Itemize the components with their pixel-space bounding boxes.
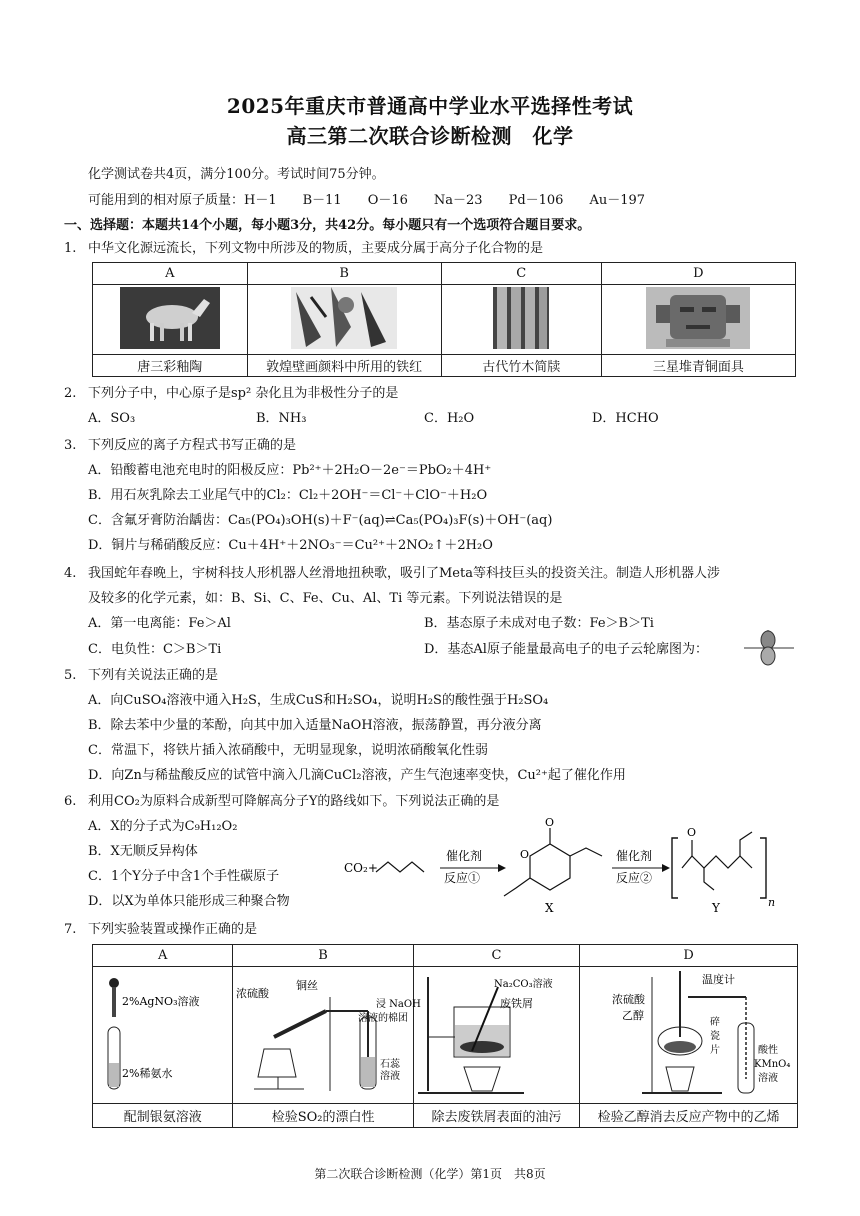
ethylene-test-apparatus <box>582 967 796 1099</box>
bronze-mask-image <box>646 287 750 349</box>
q7-header-c: C <box>413 945 579 967</box>
q3-option-b: B．用石灰乳除去工业尾气中的Cl₂：Cl₂＋2OH⁻＝Cl⁻＋ClO⁻＋H₂O <box>88 488 488 503</box>
silver-ammonia-apparatus <box>94 967 232 1099</box>
page-footer: 第二次联合诊断检测（化学）第1页 共8页 <box>314 1167 546 1181</box>
d-label-sui: 碎 <box>709 1017 720 1028</box>
q1-stem: 中华文化源远流长，下列文物中所涉及的物质，主要成分属于高分子化合物的是 <box>88 241 544 256</box>
b-label-cotton: 溶液的棉团 <box>358 1013 409 1024</box>
exam-title-line2: 高三第二次联合诊断检测 化学 <box>286 124 574 148</box>
b-label-h2so4: 浓硫酸 <box>236 987 270 1000</box>
q1-header-a: A <box>93 263 248 285</box>
q1-number: 1. <box>64 241 77 256</box>
q4-option-a: A．第一电离能：Fe＞Al <box>88 616 231 631</box>
intro-line2: 可能用到的相对原子质量：H－1 B－11 O－16 Na－23 Pd－106 Au－197 <box>88 193 646 208</box>
q6-stem: 利用CO₂为原料合成新型可降解高分子Y的路线如下。下列说法正确的是 <box>88 794 500 809</box>
q3-option-d: D．铜片与稀硝酸反应：Cu＋4H⁺＋2NO₃⁻＝Cu²⁺＋2NO₂↑＋2H₂O <box>88 538 493 553</box>
exam-title-line1: 2025年重庆市普通高中学业水平选择性考试 <box>226 94 634 118</box>
q6-option-a: A．X的分子式为C₉H₁₂O₂ <box>88 819 238 834</box>
lactone-ring-x <box>530 844 570 890</box>
q4-option-d: D．基态Al原子能量最高电子的电子云轮廓图为： <box>424 642 708 657</box>
degrease-apparatus <box>414 967 578 1099</box>
so2-bleach-apparatus <box>234 967 421 1099</box>
q1-header-d: D <box>601 263 795 285</box>
q1-image-c <box>441 285 601 355</box>
q3-option-c: C．含氟牙膏防治龋齿：Ca₅(PO₄)₃OH(s)＋F⁻(aq)⇌Ca₅(PO₄)₃F(s)＋OH⁻(aq) <box>88 513 553 528</box>
tang-horse-image <box>120 287 220 349</box>
x-carbonyl-o: O <box>545 816 555 829</box>
y-label: Y <box>712 901 720 915</box>
q1-caption-c: 古代竹木简牍 <box>441 355 601 377</box>
q7-header-d: D <box>580 945 798 967</box>
q7-options-table <box>92 944 798 1128</box>
q2-option-d: D．HCHO <box>592 411 659 426</box>
q3-stem: 下列反应的离子方程式书写正确的是 <box>88 438 297 453</box>
q1-caption-a: 唐三彩釉陶 <box>93 355 248 377</box>
q7-caption-a: 配制银氨溶液 <box>93 1104 233 1128</box>
catalyst-label-2: 催化剂 <box>616 849 653 863</box>
q3-option-a: A．铅酸蓄电池充电时的阳极反应：Pb²⁺＋2H₂O－2e⁻＝PbO₂＋4H⁺ <box>88 463 492 478</box>
q2-stem: 下列分子中，中心原子是sp² 杂化且为非极性分子的是 <box>88 386 399 401</box>
q1-options-table <box>92 262 796 377</box>
intro-line1: 化学测试卷共4页，满分100分。考试时间75分钟。 <box>88 167 385 182</box>
q7-number: 7. <box>64 922 77 937</box>
q6-option-b: B．X无顺反异构体 <box>88 844 198 859</box>
q7-apparatus-a <box>93 967 233 1104</box>
q2-option-b: B．NH₃ <box>256 411 307 426</box>
p-orbital-diagram <box>740 628 796 666</box>
c-label-scrap-iron: 废铁屑 <box>500 997 534 1010</box>
d-label-thermometer: 温度计 <box>701 973 735 986</box>
q3-number: 3. <box>64 438 77 453</box>
q4-option-b: B．基态原子未成对电子数：Fe＞B＞Ti <box>424 616 654 631</box>
q6-option-d: D．以X为单体只能形成三种聚合物 <box>88 894 290 909</box>
q7-header-a: A <box>93 945 233 967</box>
c-label-na2co3: Na₂CO₃溶液 <box>494 979 554 990</box>
q5-option-d: D．向Zn与稀盐酸反应的试管中滴入几滴CuCl₂溶液，产生气泡速率变快，Cu²⁺起了催化作用 <box>88 768 626 783</box>
q1-header-b: B <box>247 263 441 285</box>
q2-option-c: C．H₂O <box>424 411 475 426</box>
q4-number: 4. <box>64 566 77 581</box>
q4-stem-line2: 及较多的化学元素，如：B、Si、C、Fe、Cu、Al、Ti 等元素。下列说法错误的是 <box>88 591 563 606</box>
q5-number: 5. <box>64 668 77 683</box>
b-label-cu: 铜丝 <box>296 979 319 992</box>
bamboo-slips-image <box>493 287 549 349</box>
y-carbonyl-o: O <box>687 826 697 839</box>
reaction-1-label: 反应① <box>444 871 481 885</box>
q1-caption-d: 三星堆青铜面具 <box>601 355 795 377</box>
q6-option-c: C．1个Y分子中含1个手性碳原子 <box>88 869 280 884</box>
q1-header-c: C <box>441 263 601 285</box>
q7-apparatus-b <box>233 967 421 1104</box>
y-subscript-n: n <box>768 896 776 909</box>
x-ring-o: O <box>520 848 530 861</box>
q6-synthesis-scheme <box>340 816 800 916</box>
q1-image-d <box>601 285 795 355</box>
reaction-2-label: 反应② <box>616 871 653 885</box>
q5-option-a: A．向CuSO₄溶液中通入H₂S，生成CuS和H₂SO₄，说明H₂S的酸性强于H₂SO₄ <box>88 693 549 708</box>
d-label-kmno4: KMnO₄ <box>753 1059 790 1070</box>
q6-number: 6. <box>64 794 77 809</box>
q5-option-b: B．除去苯中少量的苯酚，向其中加入适量NaOH溶液，振荡静置，再分液分离 <box>88 718 542 733</box>
b-label-solution: 溶液 <box>380 1071 401 1082</box>
q2-number: 2. <box>64 386 77 401</box>
q1-caption-b: 敦煌壁画颜料中所用的铁红 <box>247 355 441 377</box>
q7-apparatus-d <box>580 967 798 1104</box>
d-label-pian: 片 <box>709 1045 720 1056</box>
q1-image-a <box>93 285 248 355</box>
q5-option-c: C．常温下，将铁片插入浓硝酸中，无明显现象，说明浓硝酸氧化性弱 <box>88 743 488 758</box>
q7-caption-b: 检验SO₂的漂白性 <box>233 1104 413 1128</box>
section-heading: 一、选择题：本题共14个小题，每小题3分，共42分。每小题只有一个选项符合题目要求。 <box>64 218 591 233</box>
q2-option-a: A．SO₃ <box>88 411 136 426</box>
a-label-ammonia: 2%稀氨水 <box>121 1067 173 1080</box>
x-label: X <box>545 901 554 915</box>
dunhuang-mural-image <box>291 287 397 349</box>
d-label-solution: 溶液 <box>757 1073 778 1084</box>
q7-caption-d: 检验乙醇消去反应产物中的乙烯 <box>580 1104 798 1128</box>
q4-option-c: C．电负性：C＞B＞Ti <box>88 642 222 657</box>
q5-stem: 下列有关说法正确的是 <box>88 668 219 683</box>
q7-caption-c: 除去废铁屑表面的油污 <box>413 1104 579 1128</box>
q1-image-b <box>247 285 441 355</box>
butadiene-structure <box>376 862 424 872</box>
catalyst-label-1: 催化剂 <box>446 849 483 863</box>
b-label-naoh: 浸 NaOH <box>376 999 421 1010</box>
b-label-litmus: 石蕊 <box>380 1059 401 1070</box>
q7-header-b: B <box>233 945 413 967</box>
d-label-h2so4: 浓硫酸 <box>611 993 645 1006</box>
q4-stem-line1: 我国蛇年春晚上，宇树科技人形机器人丝滑地扭秧歌，吸引了Meta等科技巨头的投资关注。制造人形机器人涉 <box>88 566 720 581</box>
co2-label: CO₂+ <box>344 861 378 875</box>
polymer-y-chain <box>682 856 752 868</box>
a-label-agno3: 2%AgNO₃溶液 <box>121 995 200 1008</box>
d-label-acidic: 酸性 <box>757 1045 778 1056</box>
d-label-ci: 瓷 <box>709 1031 720 1042</box>
q7-stem: 下列实验装置或操作正确的是 <box>88 922 258 937</box>
d-label-ethanol: 乙醇 <box>621 1009 644 1022</box>
q7-apparatus-c <box>413 967 579 1104</box>
